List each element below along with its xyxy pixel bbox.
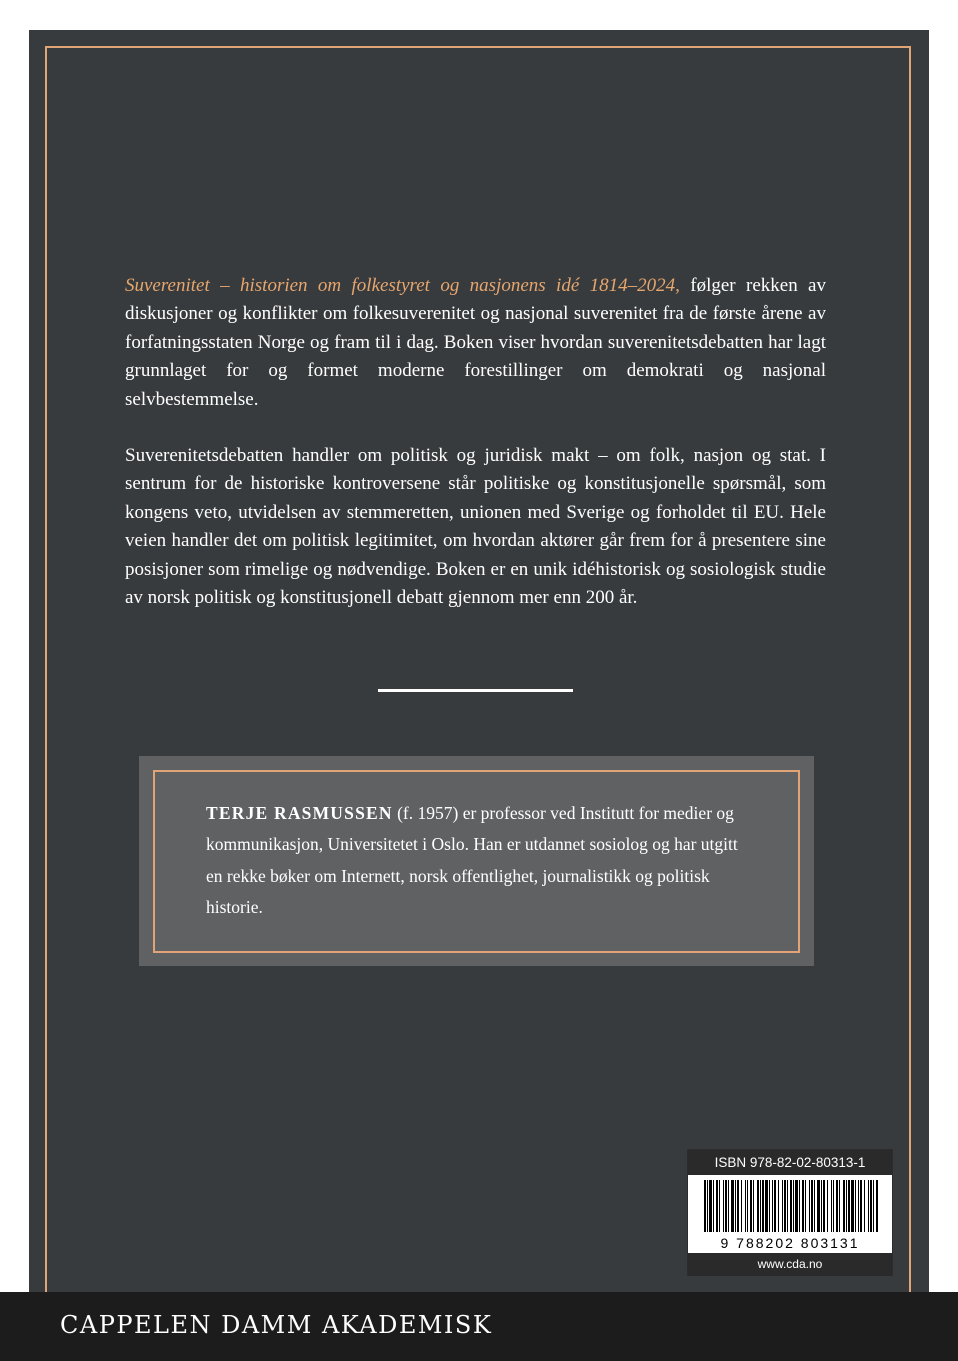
isbn-barcode-block <box>687 1149 893 1276</box>
barcode-bar <box>731 1180 734 1232</box>
blurb-paragraph-1 <box>125 272 826 414</box>
barcode-bar <box>795 1180 798 1232</box>
author-name: TERJE RASMUSSEN <box>206 803 393 823</box>
barcode-bar <box>799 1180 800 1232</box>
barcode-bar <box>750 1180 752 1232</box>
barcode-bar <box>774 1180 776 1232</box>
barcode-bar <box>707 1180 708 1232</box>
barcode-bar <box>757 1180 759 1232</box>
cover-frame-border <box>45 46 911 1306</box>
barcode-bar <box>802 1180 804 1232</box>
barcode-bar <box>782 1180 783 1232</box>
barcode-bar <box>851 1180 854 1232</box>
barcode-bar <box>745 1180 746 1232</box>
barcode-bar <box>846 1180 847 1232</box>
barcode-bar <box>728 1180 729 1232</box>
barcode-bar <box>723 1180 724 1232</box>
barcode-bar <box>814 1180 815 1232</box>
blurb-paragraph-1-rest: følger rekken av diskusjoner og konflikter om folkesuverenitet og nasjonal suverenitet fra de første årene av forfatningsstaten Norge og fram til i dag. Boken viser hvordan suverenitetsdebatten har lagt grunnlaget for og formet moderne forestillinger om demokrati og nasjonal selvbestemmelse. <box>125 275 826 410</box>
author-bio <box>206 798 751 923</box>
book-title-italic: Suverenitet – historien om folkestyret og nasjonens idé 1814–2024, <box>125 275 680 296</box>
barcode-bar <box>753 1180 754 1232</box>
barcode-bar <box>817 1180 820 1232</box>
barcode-bar <box>784 1180 786 1232</box>
barcode-bar <box>713 1180 714 1232</box>
barcode-bar <box>848 1180 850 1232</box>
barcode-bar <box>790 1180 792 1232</box>
barcode-bar <box>805 1180 806 1232</box>
barcode-bar <box>769 1180 770 1232</box>
barcode-bar <box>811 1180 813 1232</box>
barcode-bar <box>864 1180 865 1232</box>
barcode-bar <box>778 1180 779 1232</box>
barcode-bar <box>827 1180 828 1232</box>
blurb-text <box>125 272 826 612</box>
barcode-bar <box>725 1180 727 1232</box>
barcode-bar <box>762 1180 764 1232</box>
barcode-bar <box>716 1180 718 1232</box>
barcode-bar <box>772 1180 773 1232</box>
barcode-bar <box>747 1180 748 1232</box>
barcode-bar <box>836 1180 838 1232</box>
barcode-bar <box>787 1180 788 1232</box>
barcode-bar <box>704 1180 706 1232</box>
isbn-label: ISBN 978-82-02-80313-1 <box>688 1150 892 1175</box>
barcode-bar <box>719 1180 720 1232</box>
barcode-bar <box>709 1180 712 1232</box>
blurb-paragraph-2: Suverenitetsdebatten handler om politisk og juridisk makt – om folk, nasjon og stat. I sentrum for de historiske kontroversene står politiske og konstitusjonelle spørsmål, som kongens veto, utvidelsen av stemmeretten, unionen med Sverige og forholdet til EU. Hele veien handler det om politisk legitimitet, om hvordan aktører går frem for å presentere sine posisjoner som rimelige og nødvendige. Boken er en unik idéhistorisk og sosiologisk studie av norsk politisk og konstitusjonell debatt gjennom mer enn 200 år. <box>125 445 826 609</box>
barcode-bar <box>843 1180 845 1232</box>
publisher-website: www.cda.no <box>688 1253 892 1276</box>
barcode-bar <box>833 1180 834 1232</box>
barcode-bar <box>737 1180 739 1232</box>
barcode-bar <box>765 1180 768 1232</box>
barcode-bar <box>873 1180 874 1232</box>
barcode-bar <box>860 1180 862 1232</box>
publisher-logo-text: CAPPELEN DAMM AKADEMISK <box>60 1311 493 1339</box>
author-bio-text: (f. 1957) er professor ved Institutt for medier og kommunikasjon, Universitetet i Oslo. Han er utdannet sosiolog og har utgitt en rekke bøker om Internett, norsk offentlighet, journalistikk og politisk historie. <box>206 803 738 917</box>
barcode-bar <box>839 1180 840 1232</box>
barcode-bar <box>858 1180 859 1232</box>
barcode-bar <box>793 1180 794 1232</box>
footer-bar <box>0 1292 958 1361</box>
barcode-bar <box>868 1180 869 1232</box>
barcode-bar <box>823 1180 825 1232</box>
section-divider <box>378 689 573 692</box>
barcode-bar <box>821 1180 822 1232</box>
barcode-bar <box>870 1180 872 1232</box>
barcode-icon <box>692 1178 888 1252</box>
barcode-bar <box>809 1180 810 1232</box>
barcode-digits: 9 788202 803131 <box>720 1235 860 1251</box>
barcode-bar <box>855 1180 856 1232</box>
barcode-bar <box>735 1180 736 1232</box>
author-box <box>139 756 814 966</box>
barcode-bar <box>876 1180 878 1232</box>
barcode-bar <box>741 1180 742 1232</box>
barcode-bar <box>831 1180 832 1232</box>
barcode-bar <box>760 1180 761 1232</box>
